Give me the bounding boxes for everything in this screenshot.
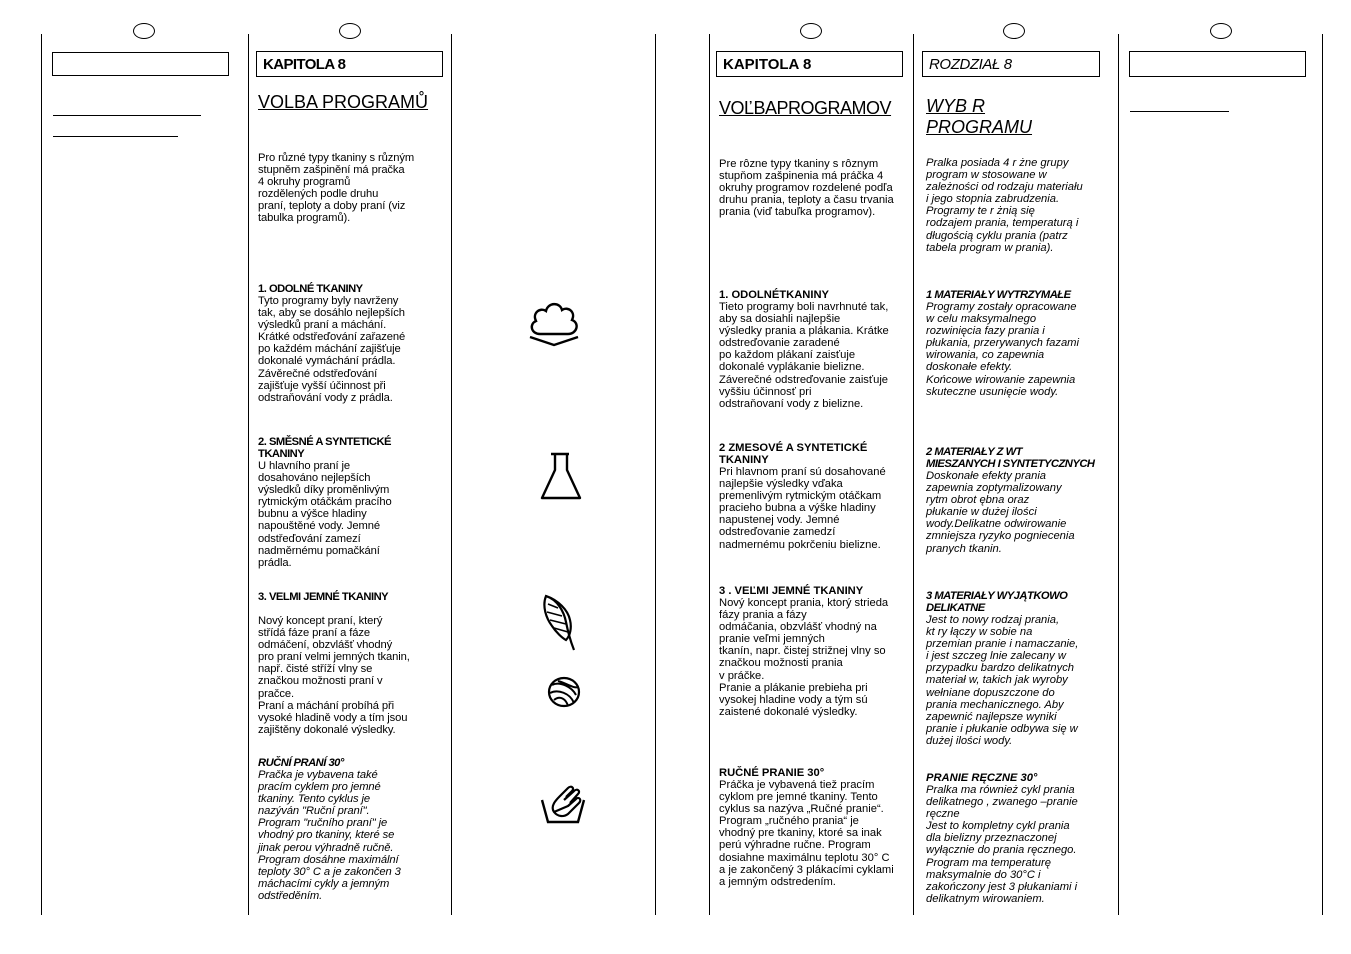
language-marker <box>1210 23 1232 39</box>
section-body: Pralka ma również cykl prania delikatnego , zwanego –pranie ręczne Jest to kompletny cykl prania dla bielizny przeznaczonej wyłącznie do prania ręcznego. Program ma temperaturę maksymalnie do 30°C i zakończony jest 3 płukaniami i delikatnym wirowaniem. <box>926 784 1078 905</box>
section-body: Nový koncept praní, který střídá fáze praní a fáze odmáčení, obzvlášť vhodný pro praní velmi jemných tkanin, např. čisté stříží vlny se značkou možnosti praní v pračce. Praní a máchání probíhá při vysoké hladině vody a tím jsou zajištěny dokonalé výsledky. <box>258 615 410 736</box>
hand-wash-icon <box>538 782 588 828</box>
intro-text: Pralka posiada 4 r żne grupy program w stosowane w zależności od rodzaju materiału i jego stopnia zabrudzenia. Programy te r żnią się rodzajem prania, temperaturą i długością cyklu prania (patrz tabela program w prania). <box>926 157 1083 254</box>
language-marker <box>133 23 155 39</box>
delicate-feather-icon <box>538 592 580 654</box>
cotton-icon <box>526 296 582 348</box>
section-body: Práčka je vybavená tiež pracím cyklom pre jemné tkaniny. Tento cyklus sa nazýva „Ručné pranie“. Program „ručného prania“ je vhodný pre tkaniny, ktoré sa inak perú výhradne ručne. Program dosiahne maximálnu teplotu 30° C a je zakončený 3 plákacími cyklami a jemným odstredením. <box>719 779 894 888</box>
chapter-box: KAPITOLA 8 <box>256 51 443 77</box>
section-heading: 1. ODOLNÉTKANINY <box>719 289 830 301</box>
section-body: Doskonałe efekty prania zapewnia zoptymalizowany rytm obrot ębna oraz płukanie w dużej ilości wody.Delikatne odwirowanie zmniejsza ryzyko pogniecenia pranych tkanin. <box>926 470 1075 555</box>
page-title: VOĽBAPROGRAMOV <box>719 98 892 118</box>
language-marker <box>339 23 361 39</box>
section-body: Pri hlavnom praní sú dosahované najlepšie výsledky vďaka premenlivým rytmickým otáčkam pracieho bubna a výške hladiny napustenej vody. Jemné odstreďovanie zamedzí nadmernému pokrčeniu bielizne. <box>719 466 886 551</box>
intro-text: Pre rôzne typy tkaniny s rôznym stupňom zašpinenia má práčka 4 okruhy programov rozdelené podľa druhu prania, teploty a času trvania prania (viď tabuľka programov). <box>719 158 894 219</box>
section-body: Jest to nowy rodzaj prania, kt ry łączy w sobie na przemian pranie i namaczanie, i jest szczeg lnie zalecany w przypadku bardzo delikatnych materiał w, takich jak wyroby wełniane dopuszczone do prania mechanicznego. Aby zapewnić najlepsze wyniki pranie i płukanie odbywa się w dużej ilości wody. <box>926 614 1079 747</box>
title-underline <box>53 136 178 137</box>
column-rule <box>913 34 914 915</box>
title-underline <box>53 115 201 116</box>
section-heading: RUČNÍ PRANÍ 30° <box>258 757 344 769</box>
section-heading: 3. VELMI JEMNÉ TKANINY <box>258 591 389 603</box>
column-rule <box>41 34 42 915</box>
column-rule <box>655 34 656 915</box>
section-heading: 1. ODOLNÉ TKANINY <box>258 283 363 295</box>
section-heading: 2 ZMESOVÉ A SYNTETICKÉ TKANINY <box>719 442 868 467</box>
section-heading: 3 . VEĽMI JEMNÉ TKANINY <box>719 585 864 597</box>
chapter-box-empty <box>1129 51 1306 77</box>
column-rule <box>248 34 249 915</box>
section-heading: 2. SMĚSNÉ A SYNTETICKÉ TKANINY <box>258 436 392 461</box>
section-heading: RUČNÉ PRANIE 30° <box>719 767 825 779</box>
section-body: Nový koncept prania, ktorý strieda fázy prania a fázy odmáčania, obzvlášť vhodný na pranie veľmi jemných tkanín, napr. čistej strižnej vlny so značkou možnosti prania v práčke. Pranie a plákanie prebieha pri vysokej hladine vody a tým sú zaistené dokonalé výsledky. <box>719 597 889 718</box>
column-rule <box>1118 34 1119 915</box>
wool-icon <box>546 675 582 709</box>
section-heading: PRANIE RĘCZNE 30° <box>926 772 1038 784</box>
chapter-box: ROZDZIAŁ 8 <box>922 51 1100 77</box>
column-rule <box>451 34 452 915</box>
column-rule <box>709 34 710 915</box>
section-body: Programy zostały opracowane w celu maksymalnego rozwinięcia fazy prania i płukania, przerywanych fazami wirowania, co zapewnia doskonałe efekty. Końcowe wirowanie zapewnia skuteczne usunięcie wody. <box>926 301 1079 398</box>
section-heading: 2 MATERIAŁY Z WT MIESZANYCH I SYNTETYCZNYCH <box>926 446 1095 471</box>
intro-text: Pro různé typy tkaniny s různým stupněm zašpinění má pračka 4 okruhy programů rozdělených podle druhu praní, teploty a doby praní (viz tabulka programů). <box>258 152 415 225</box>
section-body: Pračka je vybavena také pracím cyklem pro jemné tkaniny. Tento cyklus je nazýván "Ruční praní". Program "ručního praní" je vhodný pro tkaniny, které se jinak perou výhradně ručně. Program dosáhne maximální teploty 30° C a je zakončen 3 máchacími cykly a jemným odstředěním. <box>258 769 401 902</box>
language-marker <box>800 23 822 39</box>
page-title: VOLBA PROGRAMŮ <box>258 92 429 112</box>
column-rule <box>1322 34 1323 915</box>
synthetic-flask-icon <box>538 450 584 502</box>
section-body: Tyto programy byly navrženy tak, aby se dosáhlo nejlepších výsledků praní a máchání. Krátké odstřeďování zařazené po každém máchání zajišťuje dokonalé vymáchání prádla. Závěrečné odstřeďování zajišťuje vyšší účinnost při odstraňování vody z prádla. <box>258 295 406 404</box>
section-body: U hlavního praní je dosahováno nejlepších výsledků díky proměnlivým rytmickým otáčkám pracího bubnu a výšce hladiny napouštěné vody. Jemné odstřeďování zamezí nadměrnému pomačkání prádla. <box>258 460 392 569</box>
language-marker <box>1003 23 1025 39</box>
section-heading: 1 MATERIAŁY WYTRZYMAŁE <box>926 289 1071 301</box>
chapter-box-empty <box>52 52 229 76</box>
section-body: Tieto programy boli navrhnuté tak, aby sa dosiahli najlepšie výsledky prania a plákania. Krátke odstreďovanie zaradené po každom plákaní zaisťuje dokonalé vyplákanie bielizne. Záverečné odstreďovanie zaisťuje vyššiu účinnosť pri odstraňovaní vody z bielizne. <box>719 301 889 410</box>
section-heading: 3 MATERIAŁY WYJĄTKOWO DELIKATNE <box>926 590 1068 615</box>
title-underline <box>1130 111 1229 112</box>
page-title: WYB R PROGRAMU <box>926 96 1033 137</box>
chapter-box: KAPITOLA 8 <box>716 51 903 77</box>
